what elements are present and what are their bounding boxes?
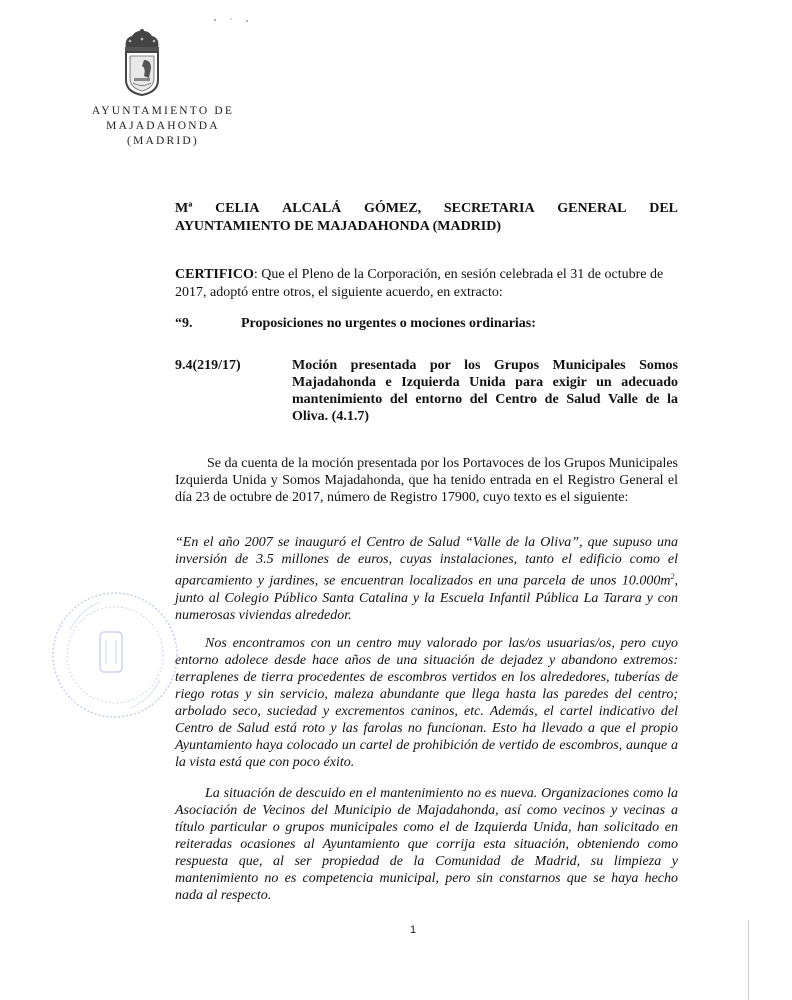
title-word: GENERAL: [557, 201, 627, 216]
scan-edge-line: [748, 920, 749, 1000]
title-word: GÓMEZ,: [363, 201, 422, 216]
scan-specks: [205, 14, 265, 26]
title-line-2: AYUNTAMIENTO DE MAJADAHONDA (MADRID): [175, 219, 502, 234]
org-line-3: (MADRID): [127, 135, 199, 147]
agenda-item-number: “9.: [175, 316, 193, 331]
p1-text-start: “En el año 2007 se inauguró el Centro de Salud “Valle de la Oliva”, que supuso una inversión de 3.5 millones de euros, cuyas instalaciones, tanto el edificio como el aparcamiento y jardines, se encuentran localizados en una parcela de unos 10.000m: [175, 535, 678, 589]
p1-text-end: , junto al Colegio Público Santa Catalina y la Escuela Infantil Pública La Tarara y con numerosas viviendas alrededor.: [175, 573, 678, 623]
motion-title: Moción presentada por los Grupos Municipales Somos Majadahonda e Izquierda Unida para exigir un adecuado mantenimiento del entorno del Centro de Salud Valle de la Oliva. (4.1.7): [292, 358, 678, 424]
certifico-text: : Que el Pleno de la Corporación, en sesión celebrada el 31 de octubre de 2017, adoptó entre otros, el siguiente acuerdo, en extracto:: [175, 267, 664, 300]
coat-of-arms-icon: [120, 28, 164, 96]
motion-code: 9.4(219/17): [175, 358, 241, 373]
agenda-item-heading: Proposiciones no urgentes o mociones ordinarias:: [241, 316, 536, 331]
motion-text-paragraph-1: [175, 534, 678, 624]
certifico-label: CERTIFICO: [175, 267, 254, 282]
title-word: SECRETARIA: [443, 201, 535, 216]
document-title: [175, 200, 678, 236]
org-line-1: AYUNTAMIENTO DE: [91, 105, 235, 117]
title-word: ALCALÁ: [282, 201, 342, 216]
intro-paragraph: Se da cuenta de la moción presentada por los Portavoces de los Grupos Municipales Izquierda Unida y Somos Majadahonda, que ha tenido entrada en el Registro General el día 23 de octubre de 2017, número de Registro 17900, cuyo texto es el siguiente:: [175, 456, 678, 505]
motion-text-paragraph-3: La situación de descuido en el mantenimiento no es nueva. Organizaciones como la Asociación de Vecinos del Municipio de Majadahonda, así como vecinos y vecinas a título particular o grupos municipales como el de Izquierda Unida, han solicitado en reiteradas ocasiones al Ayuntamiento que corrija esta situación, obteniendo como respuesta que, al ser propiedad de la Comunidad de Madrid, su limpieza y mantenimiento no es competencia municipal, pero sin constarnos que se haya hecho nada al respecto.: [175, 786, 678, 903]
certification-paragraph: [175, 266, 678, 302]
p1-superscript: 2: [670, 572, 675, 581]
title-line-1: [175, 200, 678, 218]
motion-text-paragraph-2: Nos encontramos con un centro muy valorado por las/os usuarias/os, pero cuyo entorno adolece desde hace años de una situación de dejadez y abandono extremos: terraplenes de tierra procedentes de escombros vertidos en los alrededores, tuberías de riego rotas y sin servicio, maleza abundante que llega hasta las paredes del centro; arbolado seco, suciedad y excrementos caninos, etc. Además, el cartel indicativo del Centro de Salud está roto y las farolas no funcionan. Esto ha llevado a que el propio Ayuntamiento haya colocado un cartel de prohibición de vertido de escombros, aunque a la vista está que con poco éxito.: [175, 636, 678, 770]
title-word: Mª: [175, 201, 193, 216]
title-word: DEL: [649, 201, 678, 216]
title-word: CELIA: [215, 201, 260, 216]
org-line-2: MAJADAHONDA: [106, 120, 220, 132]
organization-name: [68, 104, 258, 149]
page-number: 1: [410, 924, 417, 936]
official-seal-stamp-icon: [40, 580, 190, 730]
